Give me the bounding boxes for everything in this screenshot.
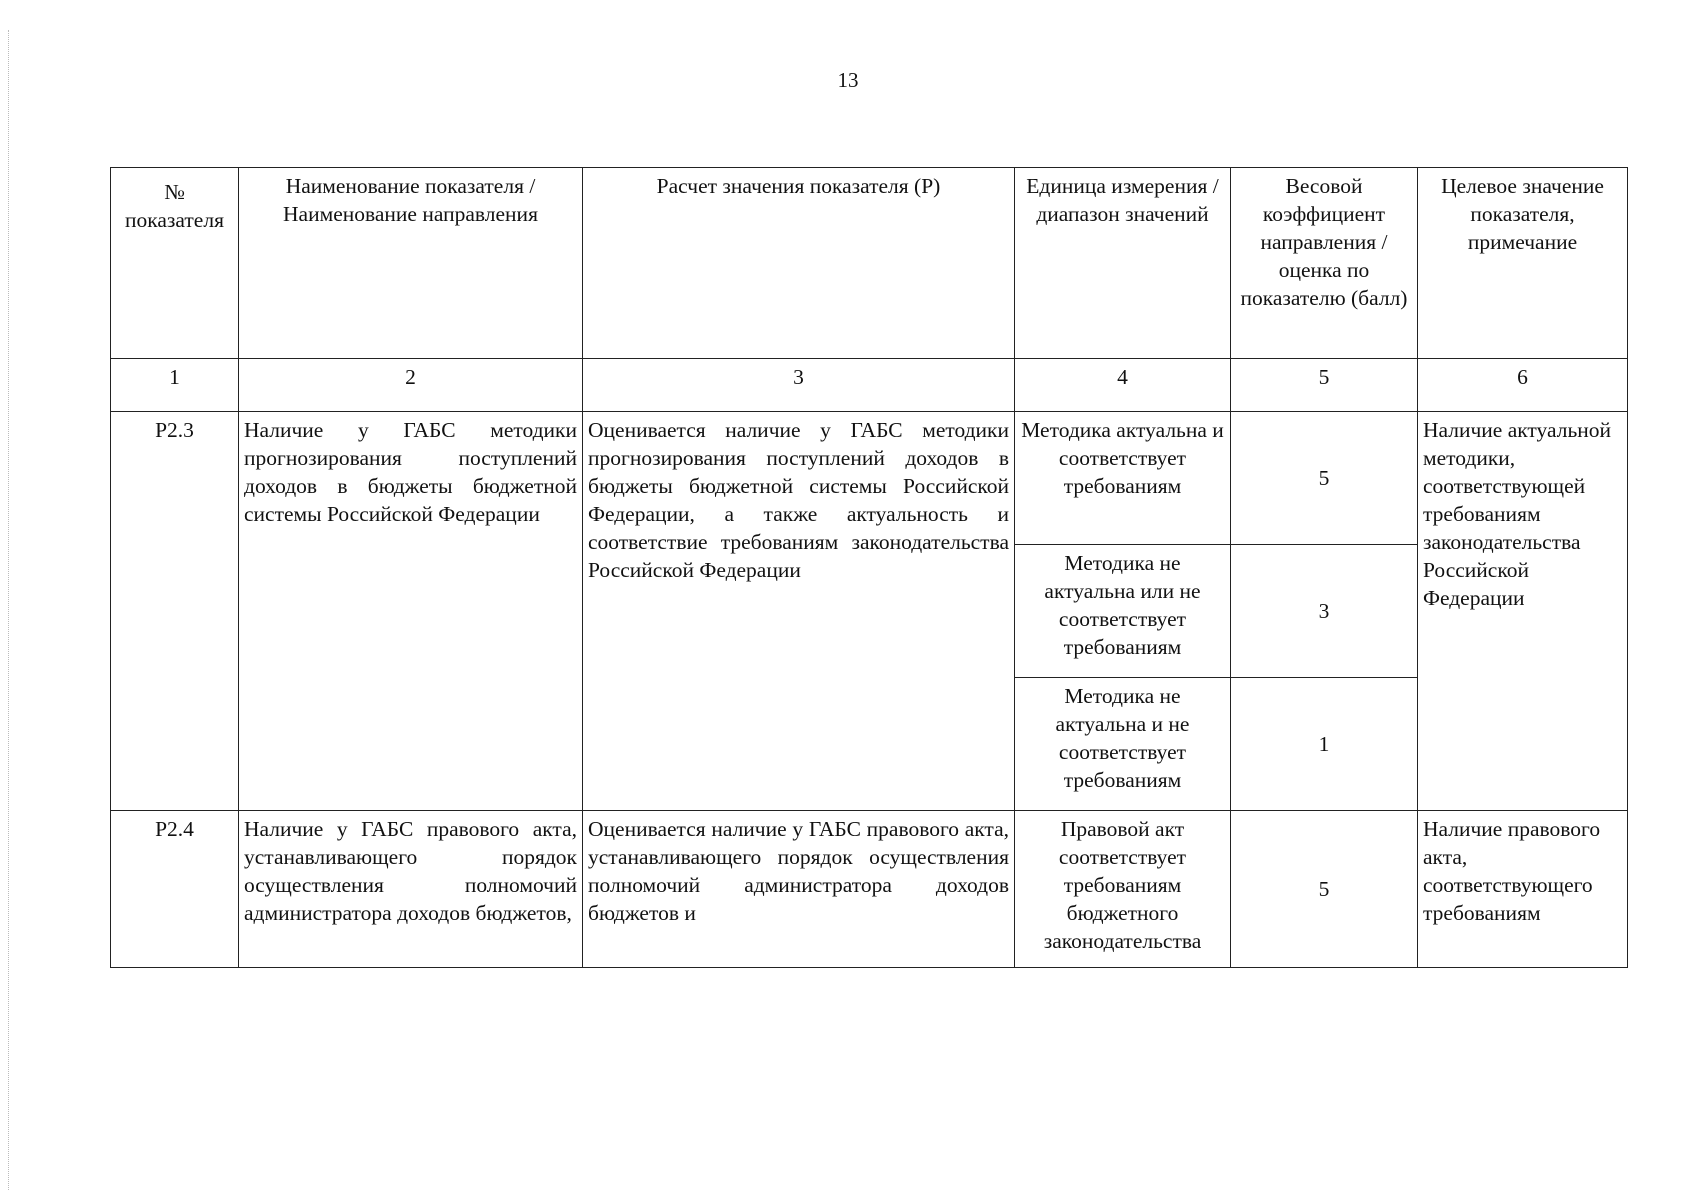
- header-indicator-name: Наименование показателя / Наименование направления: [239, 168, 583, 359]
- unit-option: Методика актуальна и соответствует требованиям: [1015, 412, 1231, 545]
- column-number: 3: [583, 359, 1015, 412]
- header-calculation: Расчет значения показателя (Р): [583, 168, 1015, 359]
- indicators-table: [110, 167, 1628, 968]
- column-number: 6: [1418, 359, 1628, 412]
- column-number: 1: [111, 359, 239, 412]
- table-header-row: [111, 168, 1628, 359]
- unit-option: Методика не актуальна и не соответствует требованиям: [1015, 678, 1231, 811]
- table-row: [111, 412, 1628, 545]
- column-number: 5: [1231, 359, 1418, 412]
- header-unit-range: Единица измерения / диапазон значений: [1015, 168, 1231, 359]
- target-value: Наличие правового акта, соответствующего требованиям: [1418, 811, 1628, 968]
- unit-option: Методика не актуальна или не соответствует требованиям: [1015, 545, 1231, 678]
- score-value: 1: [1231, 678, 1418, 811]
- score-value: 3: [1231, 545, 1418, 678]
- indicator-calculation: Оценивается наличие у ГАБС методики прогнозирования поступлений доходов в бюджеты бюджетной системы Российской Федерации, а также актуальность и соответствие требованиям законодательства Российской Федерации: [583, 412, 1015, 811]
- score-value: 5: [1231, 412, 1418, 545]
- column-number: 4: [1015, 359, 1231, 412]
- target-value: Наличие актуальной методики, соответствующей требованиям законодательства Российской Федерации: [1418, 412, 1628, 811]
- indicator-calculation: Оценивается наличие у ГАБС правового акта, устанавливающего порядок осуществления полномочий администратора доходов бюджетов и: [583, 811, 1015, 968]
- page-number: 13: [837, 68, 859, 92]
- unit-option: Правовой акт соответствует требованиям бюджетного законодательства: [1015, 811, 1231, 968]
- indicator-name: Наличие у ГАБС правового акта, устанавливающего порядок осуществления полномочий администратора доходов бюджетов,: [239, 811, 583, 968]
- header-target-note: Целевое значение показателя, примечание: [1418, 168, 1628, 359]
- indicator-code: Р2.3: [111, 412, 239, 811]
- indicator-name: Наличие у ГАБС методики прогнозирования поступлений доходов в бюджеты бюджетной системы Российской Федерации: [239, 412, 583, 811]
- header-indicator-number: № показателя: [111, 168, 239, 359]
- score-value: 5: [1231, 811, 1418, 968]
- scan-edge-marks: [8, 30, 13, 1190]
- column-numbers-row: [111, 359, 1628, 412]
- header-weight-score: Весовой коэффициент направления / оценка по показателю (балл): [1231, 168, 1418, 359]
- table-row: [111, 811, 1628, 968]
- column-number: 2: [239, 359, 583, 412]
- indicator-code: Р2.4: [111, 811, 239, 968]
